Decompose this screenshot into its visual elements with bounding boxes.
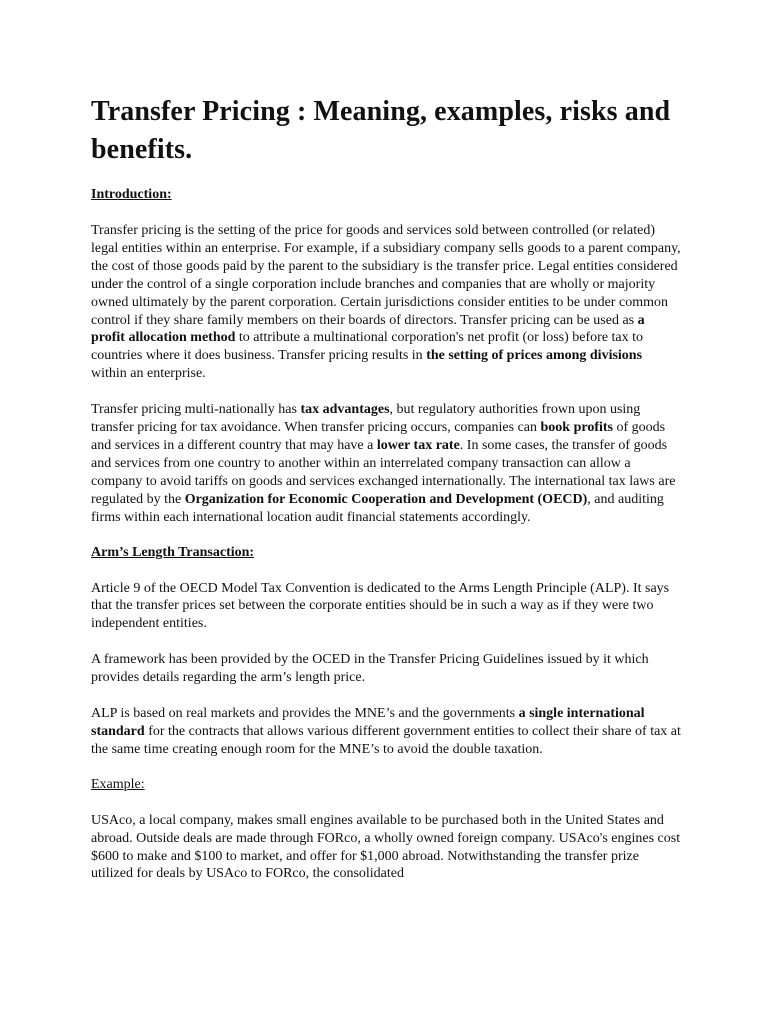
arms-length-heading: Arm’s Length Transaction: (91, 544, 255, 560)
intro-p2-text-2: , but regulatory authorities frown upon using transfer pricing for tax avoidance. When transfer pricing occurs, companies can (91, 402, 641, 436)
introduction-paragraph-2 (91, 401, 681, 526)
intro-p2-bold-1: tax advantages (300, 402, 390, 418)
arms-length-paragraph-3 (91, 705, 681, 759)
intro-p2-text-5: , and auditing firms within each international location audit financial statements accordingly. (91, 491, 664, 525)
intro-p2-text-4: . In some cases, the transfer of goods and services from one country to another within an interrelated company transaction can allow a company to avoid tariffs on goods and services exchanged internationally. The international tax laws are regulated by the (91, 437, 676, 507)
intro-p2-bold-3: lower tax rate (376, 437, 460, 453)
intro-p2-text-3: of goods and services in a different country that may have a (91, 420, 666, 453)
intro-p2-bold-2: book profits (540, 420, 613, 436)
example-heading: Example: (91, 776, 145, 792)
intro-p2-bold-4: Organization for Economic Cooperation and Development (OECD) (184, 491, 588, 507)
intro-p1-text-1: Transfer pricing is the setting of the price for goods and services sold between controlled (or related) legal entities within an enterprise. For example, if a subsidiary company sells goods to a parent company, the cost of those goods paid by the parent to the subsidiary is the transfer price. Legal entities considered under the control of a single corporation include branches and companies that are wholly or majority owned ultimately by the parent corporation. Certain jurisdictions consider entities to be under common control if they share family members on their boards of directors. Transfer pricing can be used as (91, 223, 681, 328)
arms-p3-text-1: ALP is based on real markets and provides the MNE’s and the governments (91, 706, 519, 722)
arms-p3-bold-1: a single international standard (91, 706, 645, 739)
document-page (91, 93, 681, 883)
introduction-paragraph-1 (91, 222, 681, 383)
arms-length-paragraph-1: Article 9 of the OECD Model Tax Convention is dedicated to the Arms Length Principle (ALP). It says that the transfer prices set between the corporate entities should be in such a way as if they were two independent entities. (91, 580, 670, 632)
intro-p1-bold-1: a profit allocation method (91, 312, 645, 346)
document-title: Transfer Pricing : Meaning, examples, risks and benefits. (91, 96, 671, 165)
intro-p1-bold-2: the setting of prices among divisions (426, 348, 643, 364)
arms-length-paragraph-2: A framework has been provided by the OCED in the Transfer Pricing Guidelines issued by it which provides details regarding the arm’s length price. (91, 652, 649, 686)
introduction-heading: Introduction: (91, 187, 172, 202)
example-paragraph-1: USAco, a local company, makes small engines available to be purchased both in the United States and abroad. Outside deals are made through FORco, a wholly owned foreign company. USAco's engines cost $600 to make and $100 to market, and offer for $1,000 abroad. Notwithstanding the transfer prize utilized for deals by USAco to FORco, the consolidated (91, 812, 681, 882)
intro-p2-text-1: Transfer pricing multi-nationally has (91, 402, 301, 418)
arms-p3-text-2: for the contracts that allows various different government entities to collect their share of tax at the same time creating enough room for the MNE’s to avoid the double taxation. (91, 723, 681, 757)
intro-p1-text-3: within an enterprise. (91, 366, 206, 382)
intro-p1-text-2: to attribute a multinational corporation's net profit (or loss) before tax to countries where it does business. Transfer pricing results in (91, 330, 644, 364)
